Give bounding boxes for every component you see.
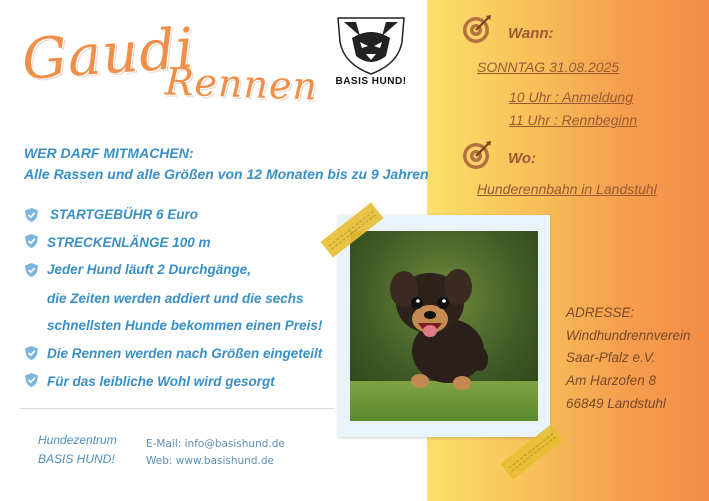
address-line: Saar-Pfalz e.V.	[566, 350, 656, 365]
when-label: Wann:	[508, 25, 554, 42]
shield-check-icon	[25, 373, 38, 387]
feature-item: STRECKENLÄNGE 100 m	[47, 235, 211, 250]
target-icon	[462, 140, 492, 170]
running-dog-photo	[350, 231, 538, 421]
title-line-2: Rennen	[164, 59, 319, 109]
address-line: Windhundrennverein	[566, 328, 691, 343]
participation-text: Alle Rassen und alle Größen von 12 Monaten bis zu 9 Jahren	[24, 166, 429, 182]
registration-time: 10 Uhr : Anmeldung	[509, 89, 633, 105]
feature-item: Für das leibliche Wohl wird gesorgt	[47, 374, 275, 389]
address-label: ADRESSE:	[566, 305, 635, 320]
photo-frame	[338, 215, 550, 437]
feature-item: STARTGEBÜHR 6 Euro	[50, 207, 199, 222]
event-location: Hunderennbahn in Landstuhl	[477, 181, 657, 197]
feature-item-continued: schnellsten Hunde bekommen einen Preis!	[47, 318, 323, 333]
divider	[20, 408, 335, 409]
participation-heading: WER DARF MITMACHEN:	[24, 145, 194, 161]
feature-item-continued: die Zeiten werden addiert und die sechs	[47, 291, 304, 306]
address-line: 66849 Landstuhl	[566, 396, 666, 411]
logo-text: BASIS HUND!	[335, 76, 407, 87]
footer-web[interactable]: Web: www.basishund.de	[146, 455, 274, 467]
shield-check-icon	[25, 263, 38, 277]
footer-brand-line-2: BASIS HUND!	[38, 452, 115, 466]
target-icon	[462, 14, 492, 44]
shield-check-icon	[25, 346, 38, 360]
title-line-1: Gaudi	[19, 16, 198, 93]
shield-check-icon	[25, 234, 38, 248]
feature-item: Jeder Hund läuft 2 Durchgänge,	[47, 262, 252, 277]
shield-check-icon	[25, 208, 38, 222]
address-line: Am Harzofen 8	[566, 373, 657, 388]
race-start-time: 11 Uhr : Rennbeginn	[509, 112, 638, 128]
feature-item: Die Rennen werden nach Größen eingeteilt	[47, 346, 323, 361]
logo	[330, 12, 412, 94]
event-date: SONNTAG 31.08.2025	[477, 59, 620, 75]
footer-email[interactable]: E-Mail: info@basishund.de	[146, 438, 285, 450]
dog-head-logo-icon	[330, 12, 412, 78]
where-label: Wo:	[508, 150, 537, 167]
footer-brand-line-1: Hundezentrum	[38, 433, 117, 447]
